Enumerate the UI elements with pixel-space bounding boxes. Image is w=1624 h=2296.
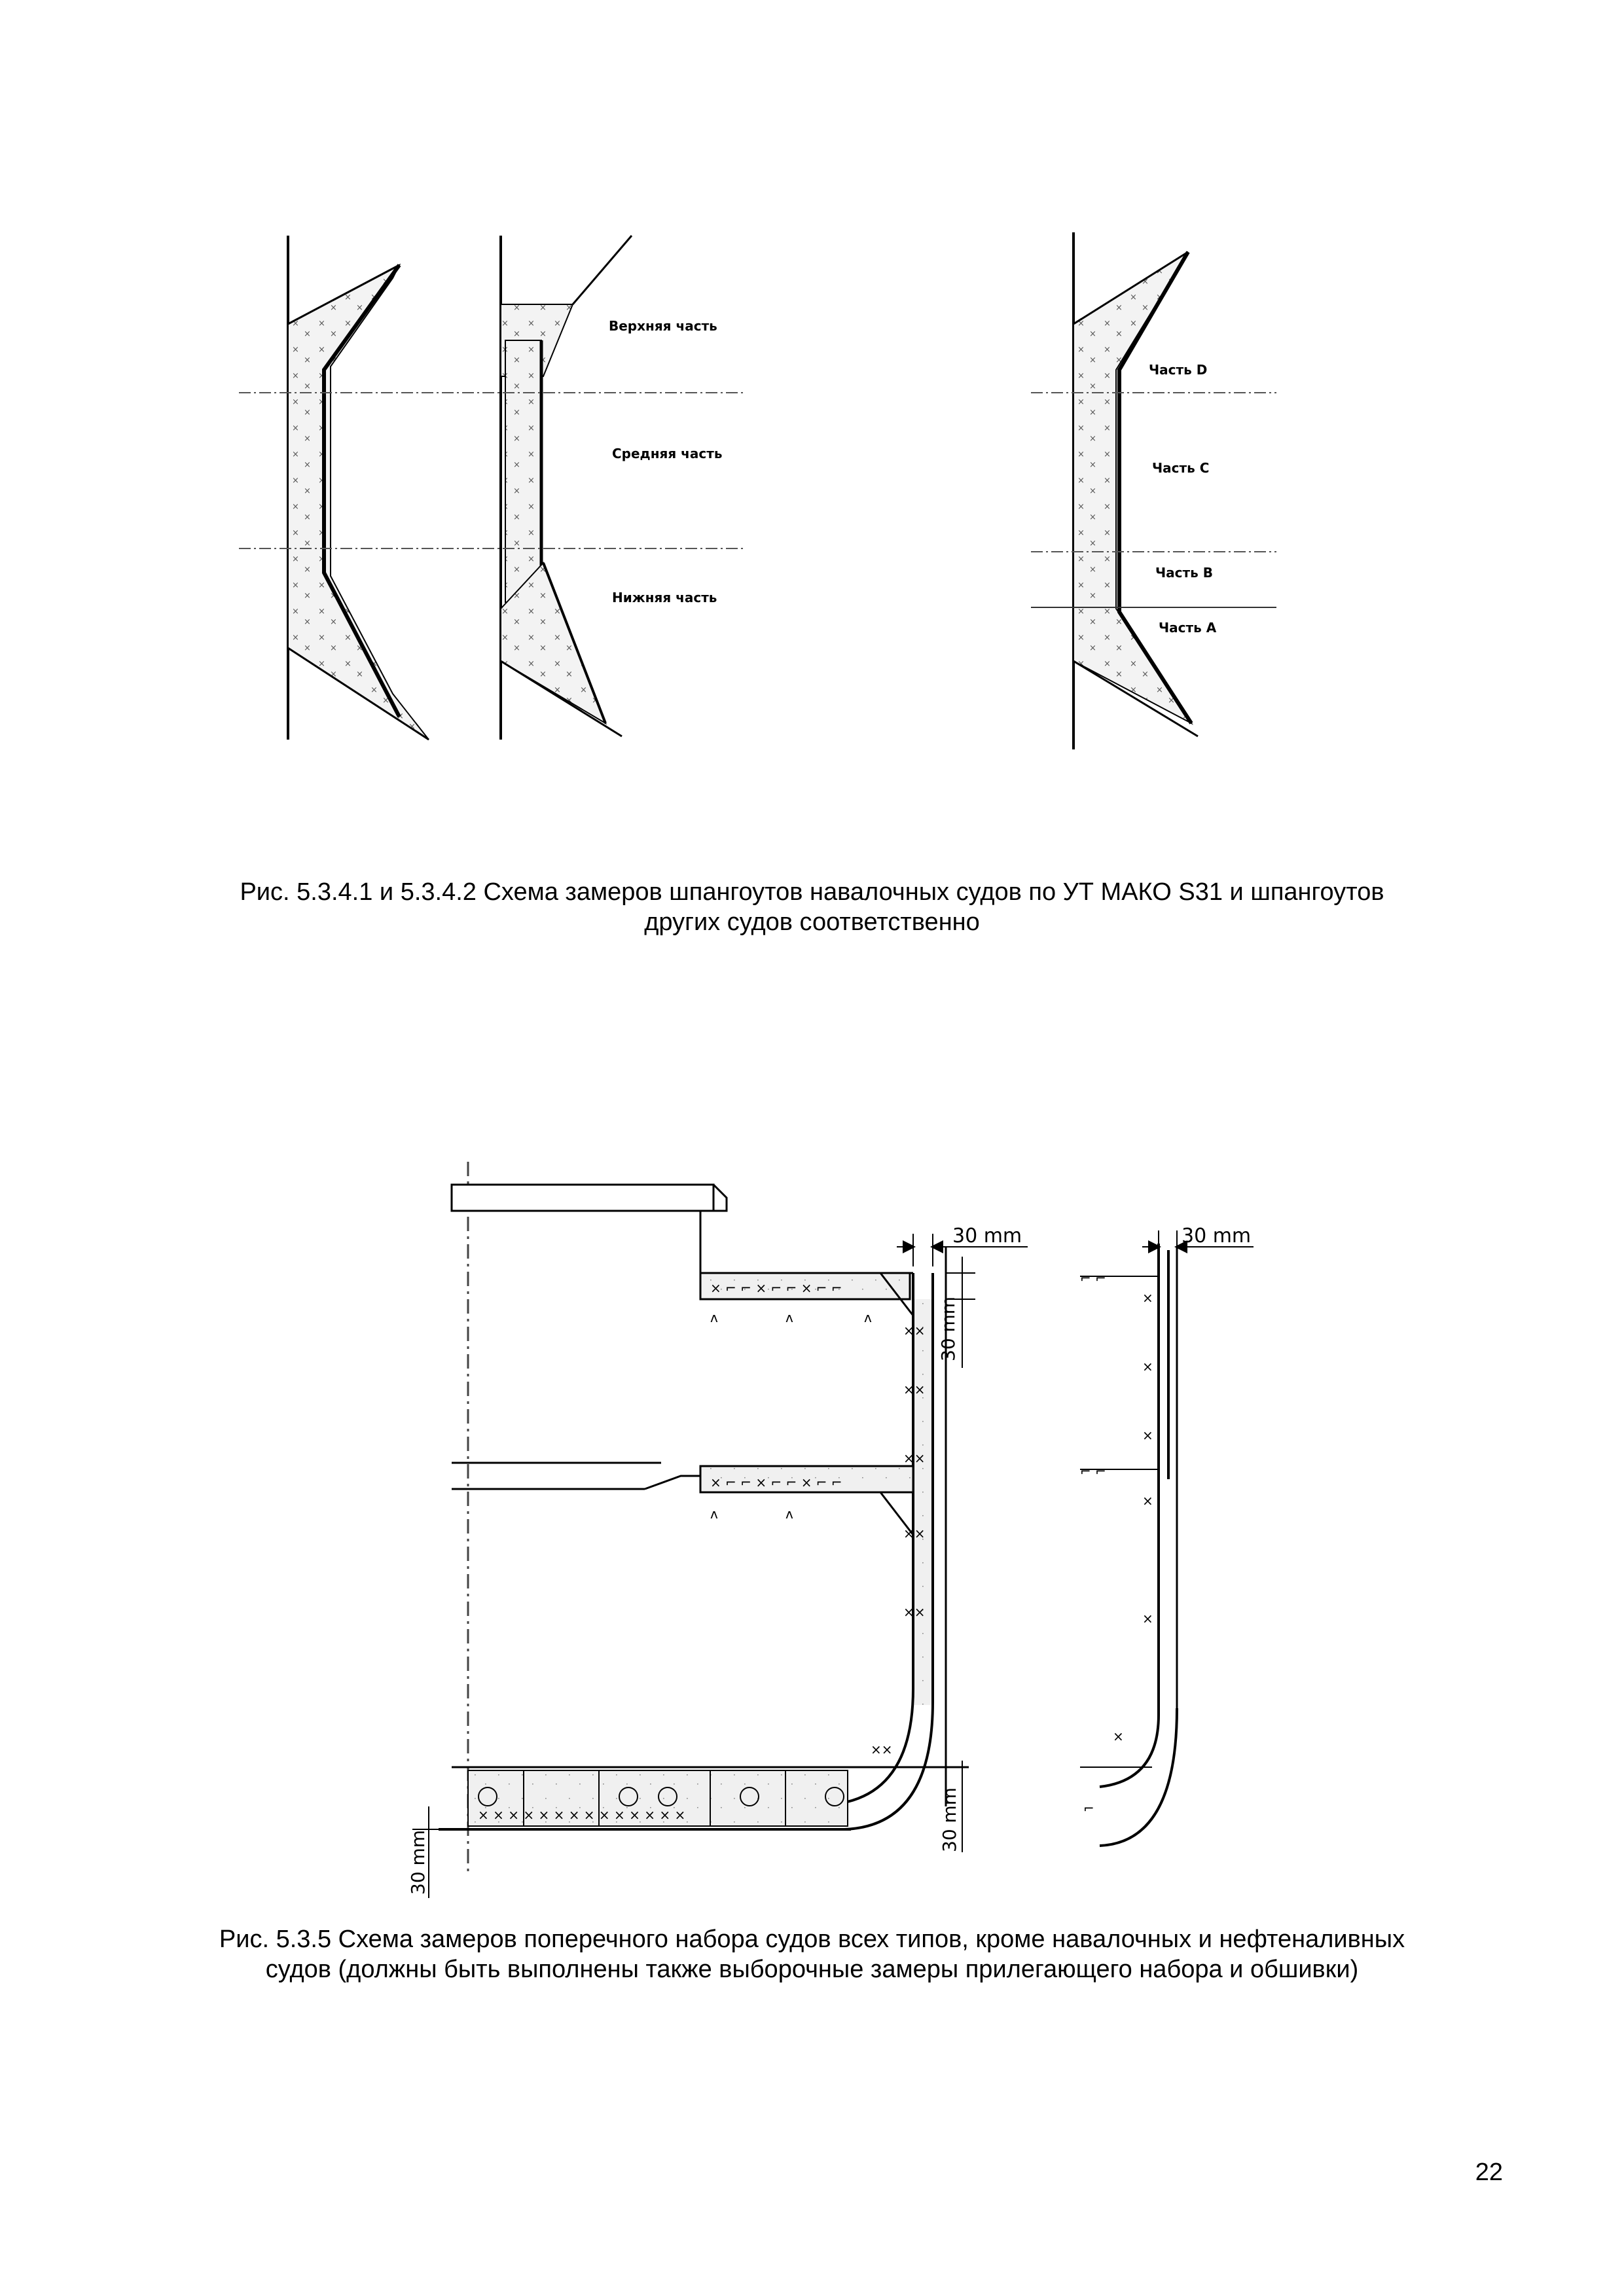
caption-2-line-2: судов (должны быть выполнены также выборочные замеры прилегающего набора и обшивки) [265, 1956, 1359, 1983]
part-label-c: Часть C [1152, 460, 1210, 476]
caption-2-line-1: Рис. 5.3.5 Схема замеров поперечного набора судов всех типов, кроме навалочных и нефтеналивных [219, 1926, 1405, 1953]
dimension-bottom-left [407, 1806, 458, 1898]
dimension-bottom-right [939, 1761, 962, 1852]
dimension-label-top-left: 30 mm [952, 1225, 1022, 1247]
svg-text:⌐ ⌐: ⌐ ⌐ [1080, 1463, 1106, 1479]
svg-text:⌐ ⌐: ⌐ ⌐ [1080, 1270, 1106, 1286]
svg-text:×: × [1142, 1427, 1153, 1443]
dimension-label-bottom-left: 30 mm [407, 1829, 429, 1895]
dimension-label-top-right: 30 mm [1182, 1225, 1252, 1247]
caption-1-line-1: Рис. 5.3.4.1 и 5.3.4.2 Схема замеров шпангоутов навалочных судов по УТ МАКО S31 и шпангоутов [240, 878, 1384, 906]
dimension-top-right [1142, 1225, 1254, 1263]
svg-text:××: ×× [903, 1526, 926, 1541]
part-label-b: Часть B [1155, 565, 1213, 581]
svg-text:ʌ: ʌ [785, 1506, 793, 1522]
svg-text:× ⌐ ⌐ × ⌐ ⌐ × ⌐ ⌐: × ⌐ ⌐ × ⌐ ⌐ × ⌐ ⌐ [710, 1280, 842, 1296]
figure-caption-1 [131, 877, 1493, 937]
svg-text:× ⌐ ⌐ × ⌐ ⌐ × ⌐ ⌐: × ⌐ ⌐ × ⌐ ⌐ × ⌐ ⌐ [710, 1475, 842, 1490]
svg-text:×: × [1142, 1493, 1153, 1509]
svg-text:××: ×× [871, 1742, 893, 1757]
zone-label-lower: Нижняя часть [612, 590, 717, 605]
page-number: 22 [1475, 2159, 1503, 2186]
svg-text:× × × × × × × × × × × × × ×: × × × × × × × × × × × × × × [478, 1807, 686, 1823]
dimension-label-bottom-right: 30 mm [939, 1787, 960, 1852]
middle-deck [452, 1463, 913, 1535]
svg-text:×: × [1142, 1290, 1153, 1306]
svg-text:××: ×× [903, 1450, 926, 1466]
side-frame [841, 1247, 946, 1829]
figure-caption-2 [131, 1924, 1493, 1984]
caption-1-line-2: других судов соответственно [644, 908, 980, 936]
dimension-label-side: 30 mm [937, 1296, 959, 1361]
frame-diagram-a [288, 236, 429, 740]
measurement-points [478, 1270, 1153, 1823]
dimension-side [937, 1257, 975, 1368]
frame-diagram-c [1031, 232, 1276, 749]
svg-text:⌐: ⌐ [1083, 1801, 1094, 1816]
frame-detail-right [1080, 1244, 1177, 1846]
svg-text:××: ×× [903, 1323, 926, 1338]
svg-text:ʌ: ʌ [710, 1506, 718, 1522]
svg-text:××: ×× [903, 1604, 926, 1620]
frame-diagram-b [501, 236, 723, 740]
svg-text:ʌ: ʌ [864, 1310, 872, 1325]
frame-measurement-diagram-1 [0, 0, 1624, 818]
transverse-framing-diagram [0, 1145, 1624, 1898]
part-label-a: Часть A [1159, 620, 1217, 636]
svg-text:ʌ: ʌ [785, 1310, 793, 1325]
upper-tier-frame [700, 1211, 913, 1316]
part-label-d: Часть D [1149, 362, 1208, 378]
svg-text:ʌ: ʌ [710, 1310, 718, 1325]
zone-label-middle: Средняя часть [612, 446, 723, 461]
svg-text:×: × [1142, 1359, 1153, 1374]
svg-text:×: × [1142, 1611, 1153, 1626]
svg-text:××: ×× [903, 1382, 926, 1397]
zone-label-upper: Верхняя часть [609, 318, 717, 334]
svg-text:×: × [1113, 1729, 1124, 1744]
